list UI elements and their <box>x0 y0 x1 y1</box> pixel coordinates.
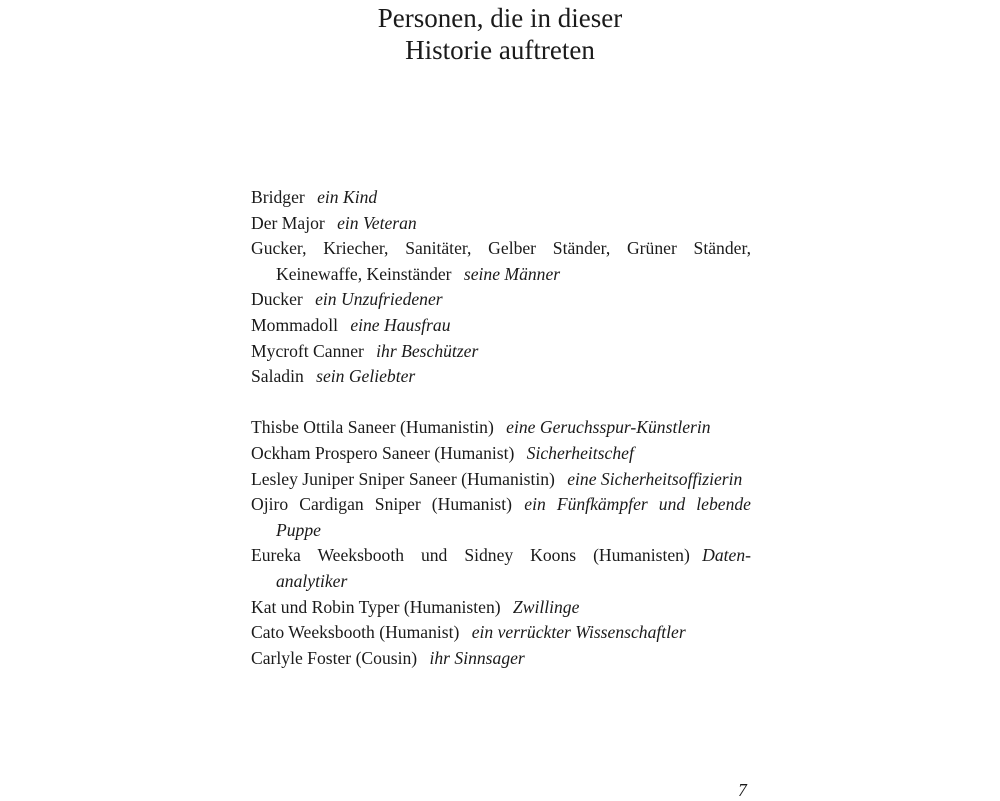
character-role: seine Männer <box>463 263 561 284</box>
page-title-line-2: Historie auftreten <box>405 35 595 65</box>
character-names: Mommadoll <box>251 314 338 335</box>
character-role: ein verrückter Wissenschaftler <box>471 622 686 643</box>
character-role: eine Hausfrau <box>350 314 451 335</box>
character-role: Zwillinge <box>512 596 580 617</box>
character-names: Der Major <box>251 212 325 233</box>
character-role: ein Kind <box>317 187 378 207</box>
cast-entry <box>251 339 751 365</box>
character-role: ihr Sinnsager <box>429 647 525 668</box>
character-names: Saladin <box>251 366 304 387</box>
character-role: ein Unzufriedener <box>315 289 443 310</box>
cast-entry <box>251 492 751 543</box>
cast-entry <box>251 543 751 594</box>
character-names: Ockham Prospero Saneer (Humanist) <box>251 442 515 463</box>
cast-entry <box>251 211 751 237</box>
group-spacer <box>251 390 751 416</box>
character-role: ein Veteran <box>337 212 417 233</box>
character-names: Ducker <box>251 289 303 310</box>
page-title <box>0 2 1000 66</box>
character-names: Ojiro Cardigan Sniper (Humanist) <box>251 494 512 515</box>
character-names: Kat und Robin Typer (Humanisten) <box>251 596 501 617</box>
character-names: Cato Weeksbooth (Humanist) <box>251 622 460 643</box>
character-role: ihr Beschützer <box>376 340 479 361</box>
cast-entry <box>251 313 751 339</box>
character-role: eine Geruchsspur-Künstlerin <box>506 417 711 438</box>
character-names: Bridger <box>251 187 305 207</box>
character-role: Datenanalytiker <box>276 545 751 591</box>
cast-entry <box>251 467 751 493</box>
cast-group-2 <box>251 415 751 671</box>
cast-entry <box>251 620 751 646</box>
character-names: Eureka Weeksbooth und Sidney Koons (Humanisten) <box>251 545 690 566</box>
character-role: sein Geliebter <box>316 366 416 387</box>
cast-entry <box>251 364 751 390</box>
page-title-line-1: Personen, die in dieser <box>377 3 623 33</box>
character-role: eine Sicherheitsoffizierin <box>567 468 743 489</box>
cast-entry <box>251 646 751 672</box>
character-names: Gucker, Kriecher, Sanitäter, Gelber Ständer, Grüner Ständer, Keinewaffe, Keinständer <box>251 238 751 284</box>
cast-entry <box>251 415 751 441</box>
cast-entry <box>251 595 751 621</box>
character-role: Sicherheitschef <box>526 442 634 463</box>
character-names: Carlyle Foster (Cousin) <box>251 647 418 668</box>
cast-entry <box>251 236 751 287</box>
character-names: Mycroft Canner <box>251 340 364 361</box>
character-names: Thisbe Ottila Saneer (Humanistin) <box>251 417 494 438</box>
page-number: 7 <box>738 780 747 800</box>
cast-group-1 <box>251 185 751 390</box>
cast-list <box>251 185 751 671</box>
cast-entry <box>251 185 751 211</box>
character-names: Lesley Juniper Sniper Saneer (Humanistin) <box>251 468 555 489</box>
character-role: ein Fünfkämpfer und lebende Puppe <box>276 494 751 540</box>
cast-entry <box>251 287 751 313</box>
cast-entry <box>251 441 751 467</box>
